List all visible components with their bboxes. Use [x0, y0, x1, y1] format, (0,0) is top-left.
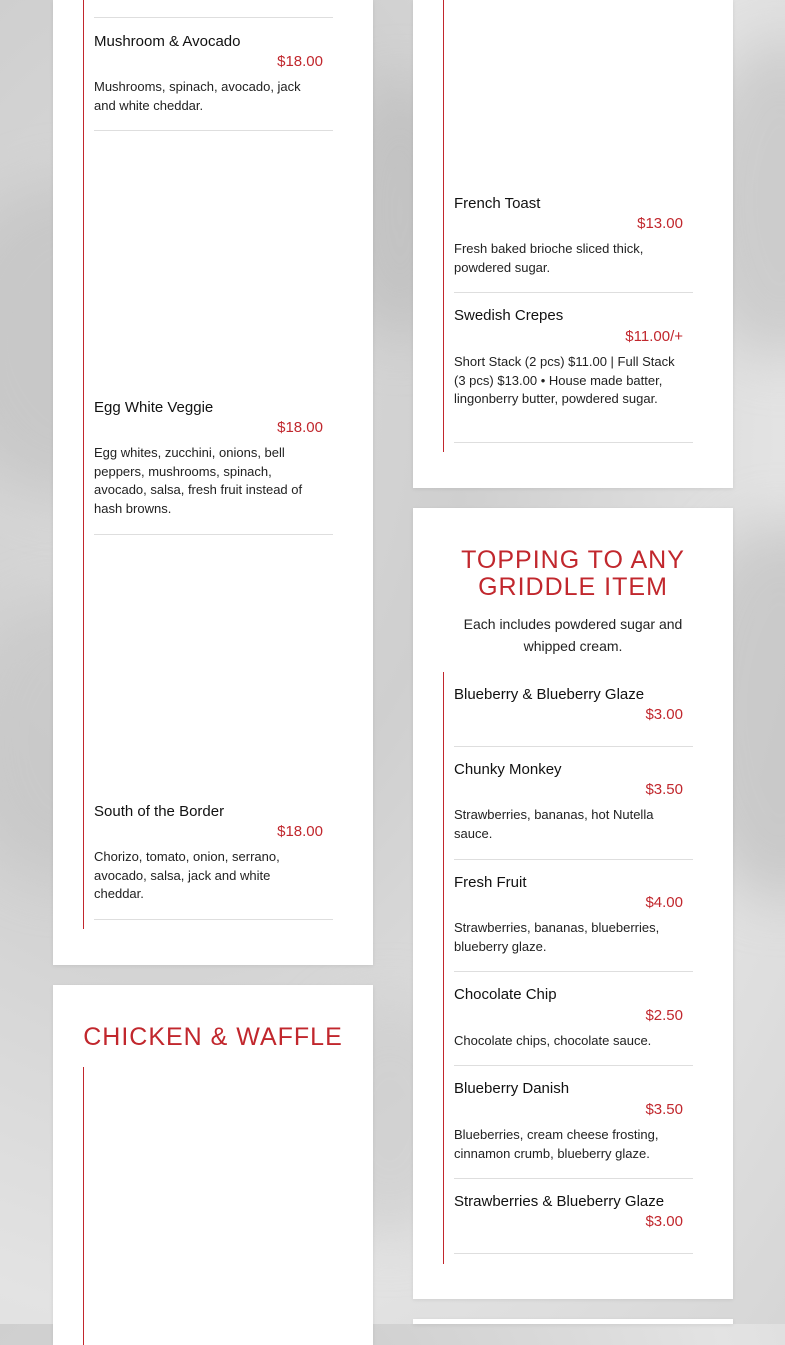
item-name: Mushroom & Avocado [94, 33, 241, 50]
item-description: Short Stack (2 pcs) $11.00 | Full Stack (3 pcs) $13.00 • House made batter, lingonberry butter, powdered sugar. [454, 354, 675, 406]
item-name: Blueberry Danish [454, 1080, 570, 1097]
item-price: $11.00/+ [625, 328, 683, 345]
item-price: $18.00 [277, 419, 323, 436]
item-price: $3.50 [645, 781, 683, 798]
item-name: Fresh Fruit [454, 874, 527, 891]
topping-chocolate-chip[interactable] [454, 986, 693, 1066]
menu-item-french-toast[interactable] [454, 195, 693, 293]
breakfast-menu-card [53, 0, 373, 965]
item-price: $3.00 [645, 706, 683, 723]
item-description: Strawberries, bananas, blueberries, blueberry glaze. [454, 920, 660, 954]
menu-item-egg-white-veggie[interactable] [94, 399, 333, 535]
menu-item-south-of-the-border[interactable] [94, 803, 333, 920]
chicken-waffle-card [53, 985, 373, 1345]
list-divider [94, 17, 333, 18]
next-section-card [413, 1319, 733, 1324]
item-price: $4.00 [645, 894, 683, 911]
section-title: TOPPING TO ANY GRIDDLE ITEM [461, 546, 685, 601]
item-description: Egg whites, zucchini, onions, bell peppers, mushrooms, spinach, avocado, salsa, fresh fruit instead of hash browns. [94, 445, 303, 516]
menu-list [83, 1067, 344, 1345]
topping-blueberry-danish[interactable] [454, 1080, 693, 1179]
item-name: Blueberry & Blueberry Glaze [454, 686, 645, 703]
item-price: $3.50 [645, 1101, 683, 1118]
item-description: Fresh baked brioche sliced thick, powdered sugar. [454, 241, 644, 275]
section-title: CHICKEN & WAFFLE [83, 1023, 343, 1051]
item-price: $13.00 [637, 215, 683, 232]
item-price: $3.00 [645, 1213, 683, 1230]
item-name: Egg White Veggie [94, 399, 214, 416]
item-price: $2.50 [645, 1007, 683, 1024]
menu-item-mushroom-avocado[interactable] [94, 33, 333, 131]
griddle-menu-card [413, 0, 733, 488]
topping-chunky-monkey[interactable] [454, 761, 693, 860]
item-name: Strawberries & Blueberry Glaze [454, 1193, 665, 1210]
toppings-card [413, 508, 733, 1299]
item-name: Chunky Monkey [454, 761, 562, 778]
item-price: $18.00 [277, 823, 323, 840]
menu-item-swedish-crepes[interactable] [454, 307, 693, 443]
item-name: Chocolate Chip [454, 986, 557, 1003]
menu-list [443, 0, 704, 452]
item-description: Blueberries, cream cheese frosting, cinnamon crumb, blueberry glaze. [454, 1127, 659, 1161]
item-price: $18.00 [277, 53, 323, 70]
topping-blueberry-glaze[interactable] [454, 686, 693, 747]
item-description: Chorizo, tomato, onion, serrano, avocado, salsa, jack and white cheddar. [94, 849, 280, 901]
toppings-list [443, 672, 704, 1264]
menu-list [83, 0, 344, 929]
topping-strawberries-glaze[interactable] [454, 1193, 693, 1254]
item-description: Mushrooms, spinach, avocado, jack and white cheddar. [94, 79, 301, 113]
item-description: Chocolate chips, chocolate sauce. [454, 1033, 652, 1048]
item-name: South of the Border [94, 803, 225, 820]
item-name: French Toast [454, 195, 541, 212]
section-subtitle: Each includes powdered sugar and whipped cream. [463, 616, 683, 654]
item-description: Strawberries, bananas, hot Nutella sauce. [454, 807, 654, 841]
topping-fresh-fruit[interactable] [454, 874, 693, 972]
item-name: Swedish Crepes [454, 307, 564, 324]
